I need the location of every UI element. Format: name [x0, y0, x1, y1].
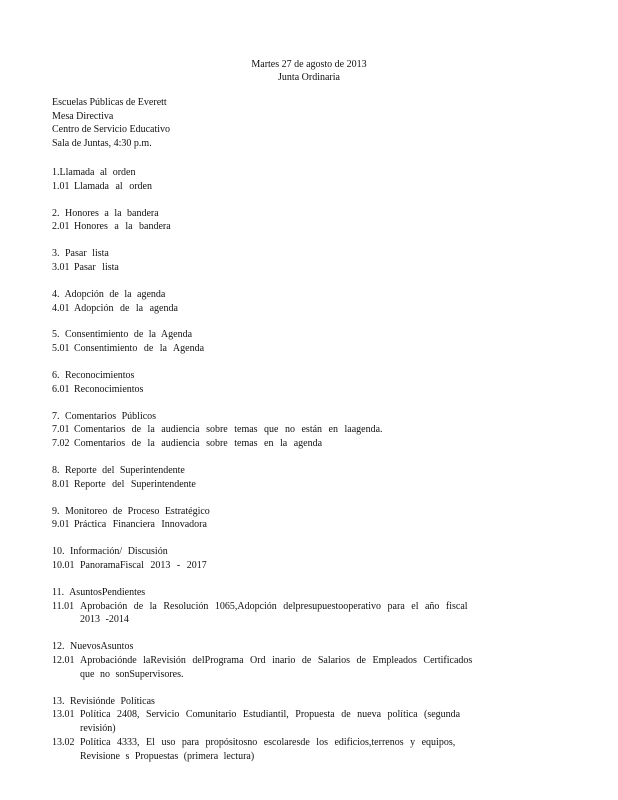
agenda-section [52, 696, 522, 765]
agenda-item [52, 384, 522, 398]
agenda-item [52, 601, 522, 615]
section-title: 5. Consentimiento de la Agenda [52, 329, 193, 341]
section-title: 8. Reporte del Superintendente [52, 464, 185, 476]
agenda-section [52, 465, 522, 493]
section-title: 12. NuevosAsuntos [52, 641, 134, 653]
agenda-item [52, 560, 522, 574]
agenda-section [52, 208, 522, 236]
org-line: Mesa Directiva [52, 110, 114, 122]
agenda-section [52, 641, 522, 682]
item-number: 1.01 [52, 180, 70, 192]
item-number: 3.01 [52, 261, 70, 273]
agenda-section [52, 248, 522, 276]
item-number: 7.02 [52, 438, 70, 450]
agenda-item [52, 303, 522, 317]
item-number: 8.01 [52, 478, 70, 490]
agenda-item [52, 655, 522, 669]
section-title: 4. Adopción de la agenda [52, 288, 166, 300]
agenda-item [52, 519, 522, 533]
agenda-sections [52, 167, 522, 778]
item-text: Honores a la bandera [74, 221, 171, 233]
section-title: 3. Pasar lista [52, 248, 109, 260]
item-text: Comentarios de la audiencia sobre temas en la agenda [74, 438, 323, 450]
section-title: 9. Monitoreo de Proceso Estratégico [52, 505, 210, 517]
item-number: 4.01 [52, 302, 70, 314]
item-text: Adopción de la agenda [74, 302, 178, 314]
agenda-section [52, 411, 522, 452]
section-title: 2. Honores a la bandera [52, 207, 159, 219]
item-continuation: que no sonSupervisores. [80, 668, 184, 680]
item-number: 12.01 [52, 654, 75, 666]
section-title: 10. Información/ Discusión [52, 546, 168, 558]
item-continuation: revisión) [80, 723, 116, 735]
item-text: Reconocimientos [74, 383, 144, 395]
section-title: 11. AsuntosPendientes [52, 586, 146, 598]
item-continuation: Revisione s Propuestas (primera lectura) [80, 750, 255, 762]
item-continuation: 2013 -2014 [80, 614, 129, 626]
agenda-section [52, 506, 522, 534]
agenda-item [52, 438, 522, 452]
item-text: Política 2408, Servicio Comunitario Estudiantil, Propuesta de nueva política (segunda [80, 709, 461, 721]
agenda-section [52, 587, 522, 628]
item-number: 6.01 [52, 383, 70, 395]
item-text: Pasar lista [74, 261, 119, 273]
meeting-date: Martes 27 de agosto de 2013 [251, 59, 367, 70]
item-text: PanoramaFiscal 2013 - 2017 [80, 559, 207, 571]
org-line: Centro de Servicio Educativo [52, 124, 171, 135]
item-text: Política 4333, El uso para propósitosno escolaresde los edificios,terrenos y equipos, [80, 736, 456, 748]
item-text: Reporte del Superintendente [74, 478, 196, 490]
organization-block [52, 97, 170, 151]
item-number: 2.01 [52, 221, 70, 233]
agenda-section [52, 329, 522, 357]
agenda-item [52, 479, 522, 493]
agenda-section [52, 167, 522, 195]
item-number: 9.01 [52, 519, 70, 531]
item-number: 11.01 [52, 600, 75, 612]
item-number: 7.01 [52, 424, 70, 436]
item-text: Consentimiento de la Agenda [74, 343, 205, 355]
agenda-item [52, 737, 522, 751]
agenda-item [52, 424, 522, 438]
org-line: Escuelas Públicas de Everett [52, 97, 167, 108]
item-text: Comentarios de la audiencia sobre temas que no están en laagenda. [74, 424, 383, 436]
agenda-section [52, 370, 522, 398]
agenda-section [52, 546, 522, 574]
item-number: 10.01 [52, 559, 75, 571]
item-number: 13.02 [52, 736, 75, 748]
section-title: 1.Llamada al orden [52, 167, 136, 178]
item-text: Aprobación de la Resolución 1065,Adopción delpresupuestooperativo para el año fiscal [80, 600, 468, 612]
agenda-section [52, 289, 522, 317]
item-text: Práctica Financiera Innovadora [74, 519, 207, 531]
agenda-item [52, 262, 522, 276]
item-text: Llamada al orden [74, 180, 152, 192]
agenda-item [52, 343, 522, 357]
section-title: 7. Comentarios Públicos [52, 410, 157, 422]
section-title: 6. Reconocimientos [52, 369, 135, 381]
agenda-item [52, 181, 522, 195]
agenda-item [52, 221, 522, 235]
meeting-type: Junta Ordinaria [278, 72, 340, 83]
item-text: Aprobaciónde laRevisión delPrograma Ord inario de Salarios de Empleados Certificados [80, 654, 473, 666]
section-title: 13. Revisiónde Políticas [52, 695, 155, 707]
document-header [0, 59, 618, 85]
item-number: 13.01 [52, 709, 75, 721]
item-number: 5.01 [52, 343, 70, 355]
org-line: Sala de Juntas, 4:30 p.m. [52, 137, 152, 149]
agenda-item [52, 709, 522, 723]
